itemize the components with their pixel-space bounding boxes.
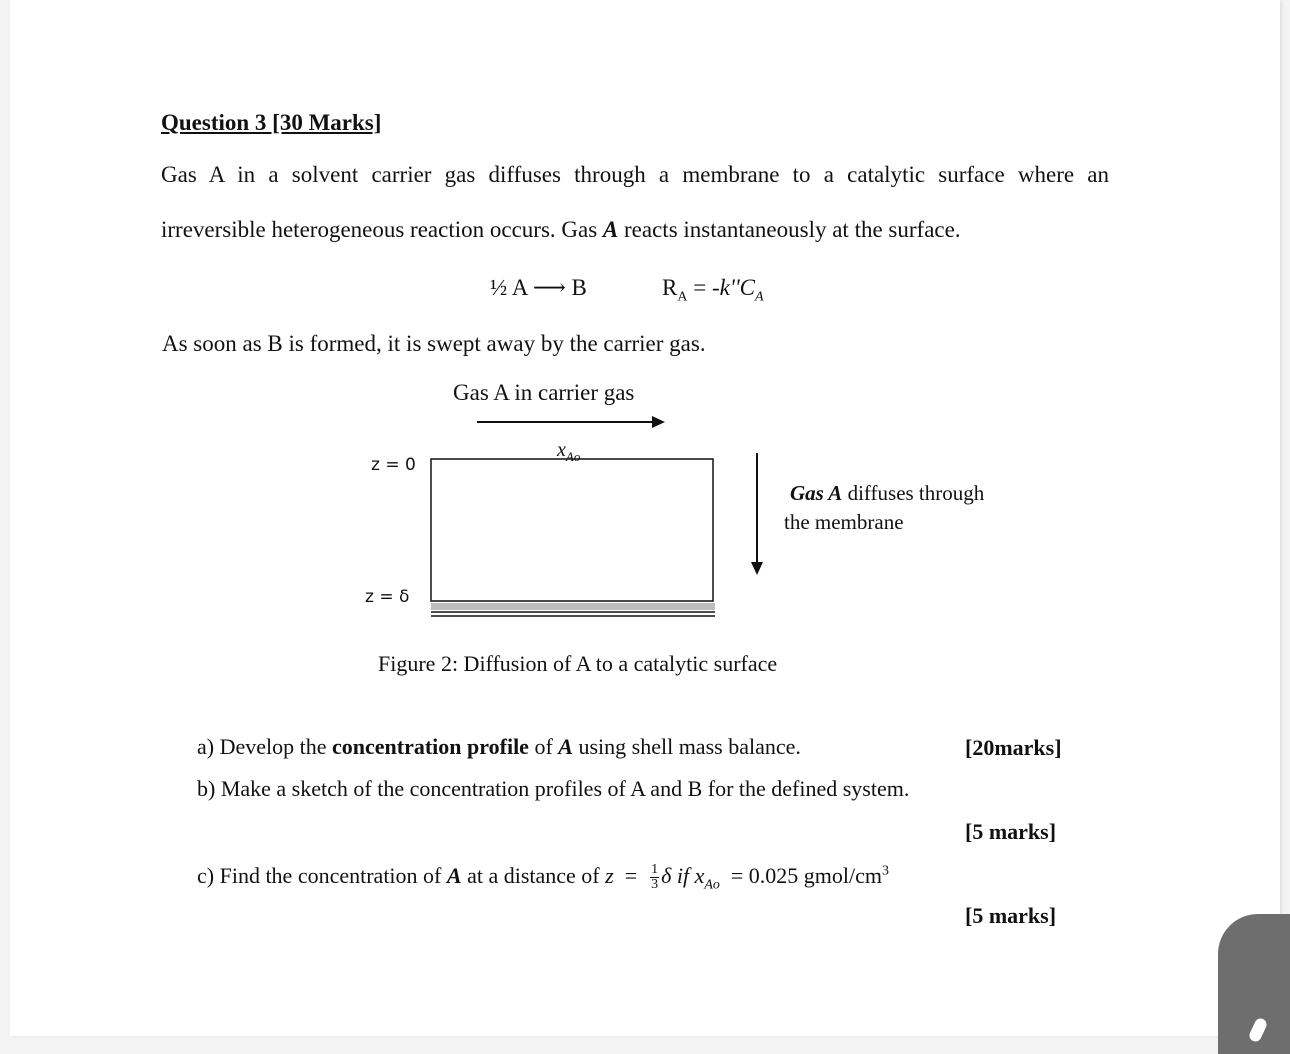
a-var: A bbox=[558, 734, 573, 759]
rate-k: k''C bbox=[719, 275, 755, 300]
c-sup: 3 bbox=[882, 863, 890, 879]
c-val: = 0.025 gmol/cm bbox=[719, 863, 883, 888]
c-delta: δ if bbox=[661, 863, 695, 888]
catalytic-surface-hatch bbox=[431, 603, 715, 610]
p2-var: A bbox=[602, 217, 619, 242]
c-z: z bbox=[605, 863, 614, 888]
question-title: Question 3 [30 Marks] bbox=[161, 110, 382, 135]
p2-post: reacts instantaneously at the surface. bbox=[618, 217, 961, 242]
c-mid: at a distance of bbox=[461, 863, 606, 888]
flow-arrow-head bbox=[652, 416, 665, 428]
diffuse-rest: diffuses through bbox=[842, 481, 985, 505]
rate-lhs: R bbox=[662, 275, 678, 300]
paragraph-intro-line1: Gas A in a solvent carrier gas diffuses through a membrane to a catalytic surface where an bbox=[161, 162, 1109, 187]
c-den: 3 bbox=[651, 877, 659, 893]
flow-label: Gas A in carrier gas bbox=[453, 380, 635, 405]
a-post: using shell mass balance. bbox=[572, 734, 801, 759]
c-xsub: Ao bbox=[704, 877, 720, 893]
part-b-marks: [5 marks] bbox=[965, 819, 1057, 844]
diffuse-var: Gas A bbox=[790, 481, 843, 505]
rate-mid: = - bbox=[687, 275, 720, 300]
a-pre: a) Develop the bbox=[197, 734, 332, 759]
a-bold: concentration profile bbox=[332, 734, 529, 759]
zdelta-label: z = δ bbox=[365, 587, 410, 607]
reaction-equation: ½ A ⟶ B bbox=[490, 275, 587, 300]
part-c bbox=[197, 863, 889, 893]
c-var: A bbox=[446, 863, 462, 888]
z0-label: z = 0 bbox=[371, 455, 416, 475]
membrane-diagram bbox=[10, 0, 1280, 700]
paragraph-swept: As soon as B is formed, it is swept away by the carrier gas. bbox=[162, 331, 706, 356]
c-x: x bbox=[694, 863, 705, 888]
membrane-box bbox=[431, 459, 713, 601]
p2-pre: irreversible heterogeneous reaction occurs. Gas bbox=[161, 217, 603, 242]
part-a bbox=[197, 734, 801, 760]
x-ao-label bbox=[557, 439, 580, 465]
x-ao-x: x bbox=[557, 439, 566, 461]
diffusion-arrow-head bbox=[751, 562, 763, 575]
figure-caption: Figure 2: Diffusion of A to a catalytic surface bbox=[378, 651, 778, 676]
document-page bbox=[10, 0, 1280, 1036]
c-fraction bbox=[650, 863, 659, 892]
a-mid: of bbox=[528, 734, 559, 759]
c-pre: c) Find the concentration of bbox=[197, 863, 447, 888]
c-num: 1 bbox=[651, 862, 659, 878]
x-ao-sub: Ao bbox=[565, 449, 581, 464]
diffuse-text-line1 bbox=[790, 481, 984, 506]
rate-sub: A bbox=[677, 289, 688, 305]
c-eq: = bbox=[613, 863, 649, 888]
diffuse-text-line2: the membrane bbox=[784, 510, 904, 534]
part-a-marks: [20marks] bbox=[965, 735, 1062, 760]
rate-ksub: A bbox=[755, 289, 764, 305]
part-c-marks: [5 marks] bbox=[965, 903, 1057, 928]
part-b: b) Make a sketch of the concentration profiles of A and B for the defined system. bbox=[197, 776, 910, 801]
